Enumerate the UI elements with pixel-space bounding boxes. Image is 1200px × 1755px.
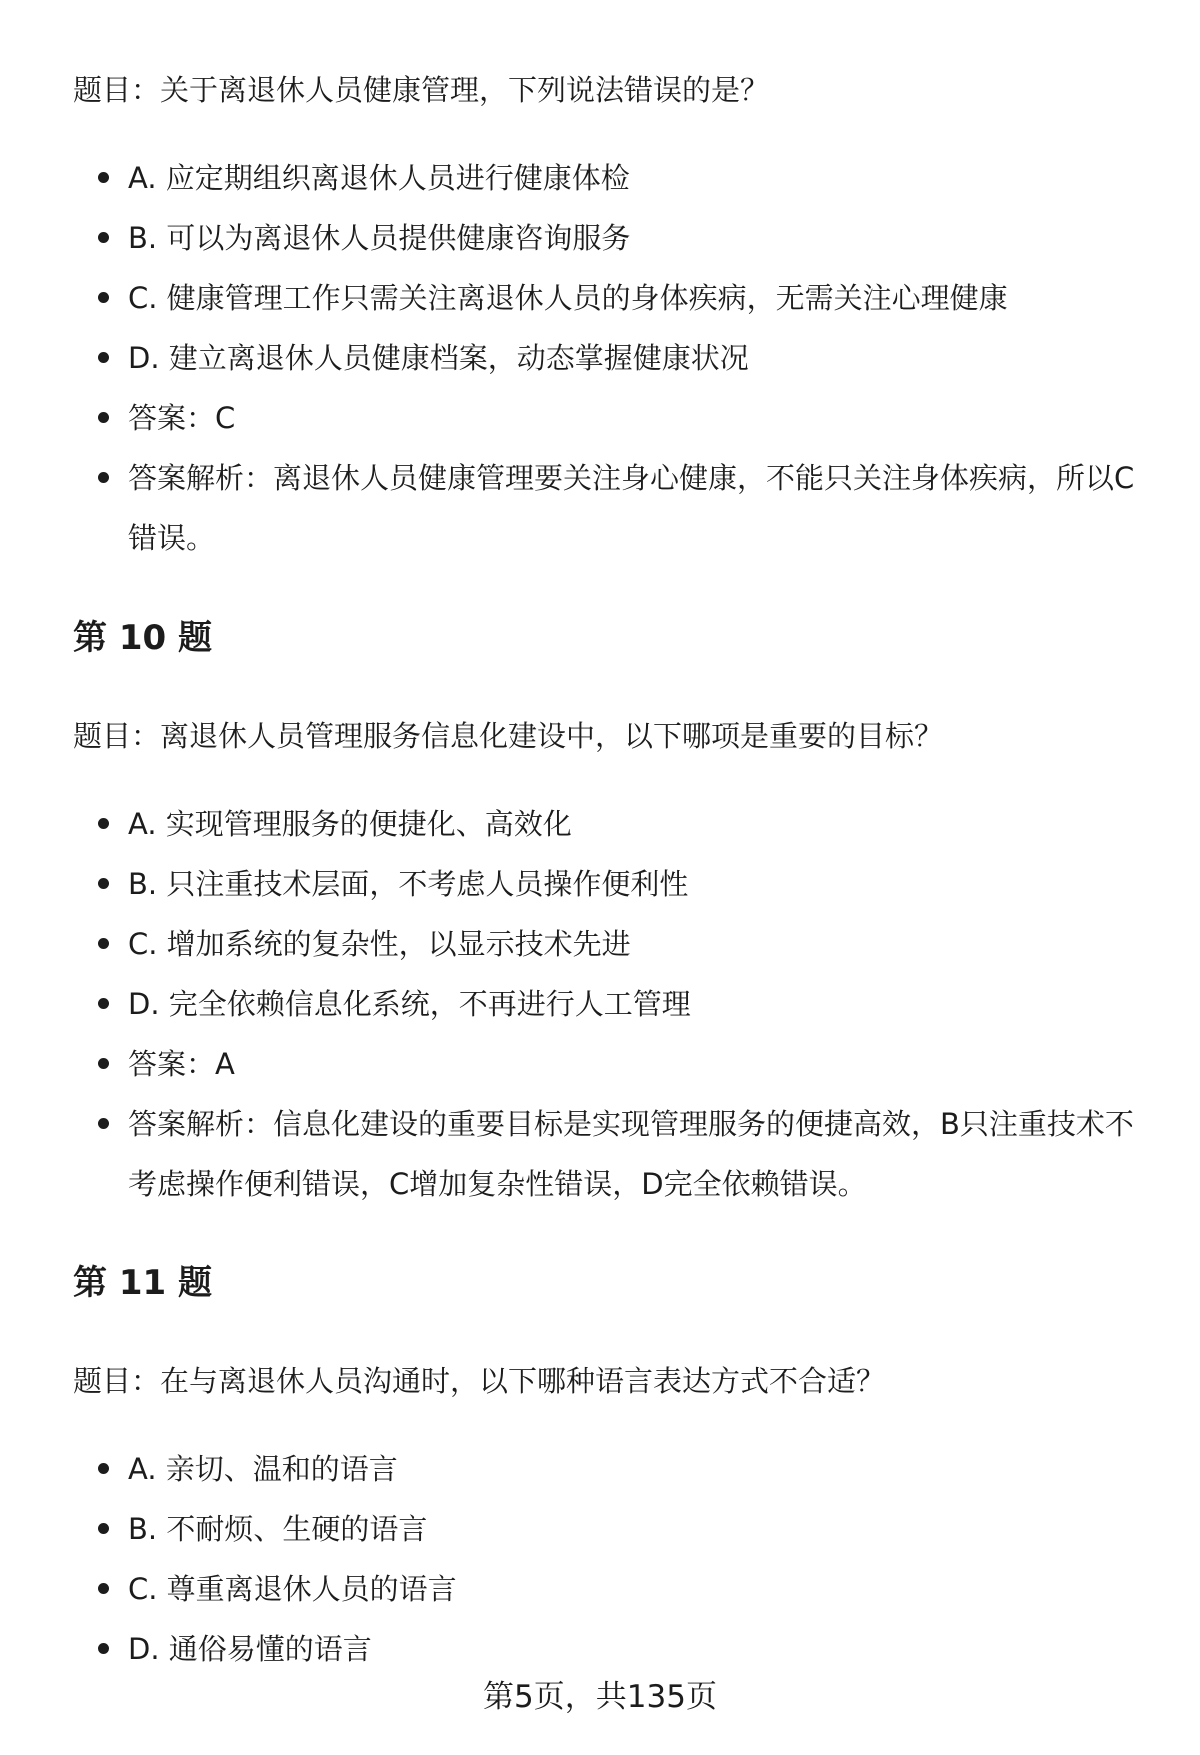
bullet-icon [98, 412, 109, 423]
bullet-icon [98, 1463, 109, 1474]
option-text: B. 不耐烦、生硬的语言 [128, 1512, 428, 1546]
option-item [0, 854, 1200, 914]
option-text: C. 尊重离退休人员的语言 [128, 1572, 457, 1606]
analysis-item [0, 1094, 1200, 1214]
option-item [0, 974, 1200, 1034]
bullet-icon [98, 998, 109, 1009]
bullet-icon [98, 292, 109, 303]
option-item [0, 268, 1200, 328]
bullet-icon [98, 938, 109, 949]
question-10-text: 题目：离退休人员管理服务信息化建设中，以下哪项是重要的目标？ [73, 719, 944, 753]
question-11-text: 题目：在与离退休人员沟通时，以下哪种语言表达方式不合适？ [73, 1364, 886, 1398]
option-item [0, 1559, 1200, 1619]
option-text: D. 建立离退休人员健康档案，动态掌握健康状况 [128, 341, 749, 375]
option-text: B. 只注重技术层面，不考虑人员操作便利性 [128, 867, 689, 901]
question-11-heading: 第 11 题 [73, 1263, 212, 1303]
option-text: D. 完全依赖信息化系统，不再进行人工管理 [128, 987, 691, 1021]
bullet-icon [98, 472, 109, 483]
option-item [0, 1499, 1200, 1559]
analysis-item [0, 448, 1200, 568]
option-text: C. 健康管理工作只需关注离退休人员的身体疾病，无需关注心理健康 [128, 281, 1008, 315]
bullet-icon [98, 1583, 109, 1594]
analysis-text: 答案解析：信息化建设的重要目标是实现管理服务的便捷高效，B只注重技术不考虑操作便利错误，C增加复杂性错误，D完全依赖错误。 [128, 1107, 1134, 1201]
answer-text: 答案：A [128, 1047, 235, 1081]
option-item [0, 148, 1200, 208]
option-text: A. 应定期组织离退休人员进行健康体检 [128, 161, 630, 195]
analysis-text: 答案解析：离退休人员健康管理要关注身心健康，不能只关注身体疾病，所以C错误。 [128, 461, 1135, 555]
question-9-options [0, 148, 1200, 568]
bullet-icon [98, 352, 109, 363]
bullet-icon [98, 172, 109, 183]
option-item [0, 208, 1200, 268]
option-item [0, 1439, 1200, 1499]
bullet-icon [98, 1118, 109, 1129]
bullet-icon [98, 232, 109, 243]
page-number: 第5页，共135页 [483, 1679, 717, 1715]
option-text: A. 亲切、温和的语言 [128, 1452, 398, 1486]
option-text: D. 通俗易懂的语言 [128, 1632, 372, 1666]
option-item [0, 1619, 1200, 1679]
option-text: A. 实现管理服务的便捷化、高效化 [128, 807, 572, 841]
bullet-icon [98, 1643, 109, 1654]
question-10-heading: 第 10 题 [73, 618, 212, 658]
answer-item [0, 1034, 1200, 1094]
question-10-options [0, 794, 1200, 1214]
option-text: C. 增加系统的复杂性，以显示技术先进 [128, 927, 631, 961]
answer-item [0, 388, 1200, 448]
bullet-icon [98, 878, 109, 889]
option-item [0, 328, 1200, 388]
bullet-icon [98, 1523, 109, 1534]
question-11-options [0, 1439, 1200, 1679]
bullet-icon [98, 818, 109, 829]
question-9-text: 题目：关于离退休人员健康管理，下列说法错误的是？ [73, 73, 770, 107]
option-item [0, 914, 1200, 974]
answer-text: 答案：C [128, 401, 236, 435]
option-text: B. 可以为离退休人员提供健康咨询服务 [128, 221, 631, 255]
option-item [0, 794, 1200, 854]
bullet-icon [98, 1058, 109, 1069]
